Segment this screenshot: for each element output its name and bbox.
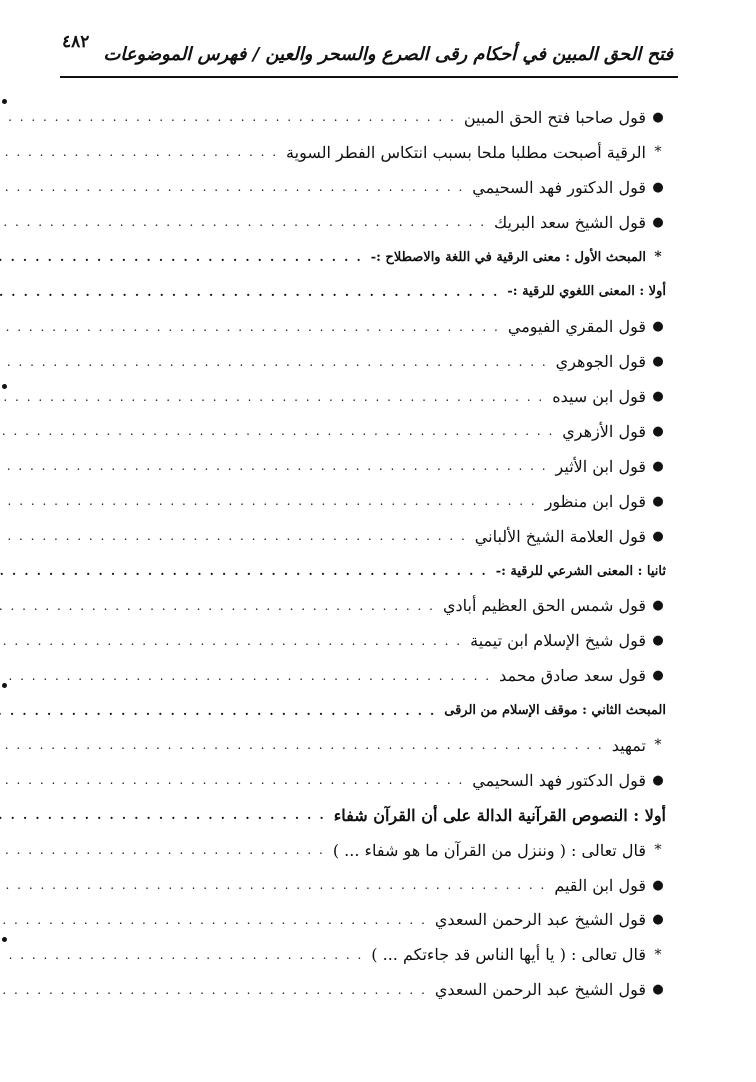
bullet-icon: ● [652,214,664,230]
dot-leader [0,599,435,613]
toc-entry [80,414,668,449]
toc-entry [80,484,668,519]
toc-entry [80,554,668,589]
toc-entry-title: قول الشيخ عبد الرحمن السعدي [434,910,646,930]
toc-entry-title: ثانيا : المعنى الشرعي للرقية :- [495,563,666,579]
bullet-icon: ● [652,109,664,125]
dot-leader [0,704,436,718]
dot-leader [0,215,486,229]
toc-entry-title: قول ابن الأثير [555,456,646,476]
toc-entry [80,170,668,205]
toc-entry-title: قول الجوهري [555,352,646,372]
dot-leader [0,843,325,857]
dot-leader [0,424,554,438]
toc-entry [80,833,668,868]
bullet-icon: ● [652,668,664,684]
star-marker-icon: * [654,737,662,754]
dot-leader [0,355,548,369]
dot-leader [0,948,363,962]
bullet-icon: ● [652,179,664,195]
toc-entry-title: قول ابن سيده [552,387,646,407]
dot-leader [0,669,491,683]
dot-leader [0,634,462,648]
bullet-icon: ● [652,528,664,544]
dot-leader [0,285,499,299]
toc-entry-title: قال تعالى : ( يا أيها الناس قد جاءتكم ... ) [371,945,646,965]
toc-entry [80,763,668,798]
bullet-icon: ● [652,598,664,614]
toc-entry-title: قول الأزهري [562,421,646,441]
dot-leader [0,913,427,927]
dot-leader [0,494,537,508]
toc-entry-title: قول صاحبا فتح الحق المبين [463,107,646,127]
dot-leader [0,250,363,264]
toc-entry-title: المبحث الثاني : موقف الإسلام من الرقى [444,703,666,719]
page-number: ٤٨٢ [62,32,90,52]
margin-mark [2,384,7,389]
toc-entry [80,937,668,972]
dot-leader [0,529,467,543]
bullet-icon: ● [652,319,664,335]
dot-leader [0,564,488,578]
toc-entry-title: قول شيخ الإسلام ابن تيمية [470,631,646,651]
bullet-icon: ● [652,354,664,370]
dot-leader [0,110,456,124]
toc-entry-title: أولا : النصوص القرآنية الدالة على أن القرآن شفاء [333,805,666,825]
toc-entry-title: قول المقري الفيومي [507,317,646,337]
toc-entry [80,868,668,903]
toc-entry [80,588,668,623]
bullet-icon: ● [652,633,664,649]
dot-leader [0,983,427,997]
toc-entry-title: قول ابن منظور [544,491,646,511]
toc-entry-title: قول الشيخ سعد البريك [494,212,646,232]
bullet-icon: ● [652,982,664,998]
toc-entry [80,379,668,414]
dot-leader [0,180,464,194]
dot-leader [0,459,548,473]
margin-mark [2,937,7,942]
toc-entry [80,309,668,344]
toc-entry [80,240,668,275]
toc-entry-title: أولا : المعنى اللغوي للرقية :- [507,284,666,300]
bullet-icon: ● [652,493,664,509]
running-header: فتح الحق المبين في أحكام رقى الصرع والسحر والعين / فهرس الموضوعات [103,44,673,65]
toc-entry [80,519,668,554]
toc-entry-title: قول الدكتور فهد السحيمي [472,770,646,790]
toc-entry-title: قول ابن القيم [554,875,646,895]
toc-entry-title: قول العلامة الشيخ الألباني [474,526,646,546]
toc-entry-title: الرقية أصبحت مطلبا ملحا بسبب انتكاس الفطر السوية [286,142,646,162]
toc-entry [80,972,668,1007]
toc-entry [80,344,668,379]
table-of-contents [80,100,668,1007]
star-marker-icon: * [654,842,662,859]
dot-leader [0,808,326,822]
bullet-icon: ● [652,458,664,474]
toc-entry [80,623,668,658]
bullet-icon: ● [652,877,664,893]
toc-entry [80,728,668,763]
toc-entry [80,449,668,484]
toc-entry [80,100,668,135]
margin-mark [2,99,7,104]
dot-leader [0,390,544,404]
bullet-icon: ● [652,389,664,405]
toc-entry [80,135,668,170]
margin-mark [2,683,7,688]
toc-entry [80,205,668,240]
star-marker-icon: * [654,144,662,161]
toc-entry-title: قول الشيخ عبد الرحمن السعدي [434,980,646,1000]
dot-leader [0,738,604,752]
toc-entry [80,902,668,937]
toc-entry-title: تمهيد [611,735,646,755]
toc-entry [80,658,668,693]
star-marker-icon: * [654,249,662,265]
toc-entry-title: قول الدكتور فهد السحيمي [472,177,646,197]
bullet-icon: ● [652,912,664,928]
toc-entry-title: قول شمس الحق العظيم أبادي [443,596,646,616]
toc-entry [80,693,668,728]
toc-entry-title: المبحث الأول : معنى الرقية في اللغة والاصطلاح :- [370,249,646,265]
dot-leader [0,773,464,787]
header-rule [60,76,678,78]
bullet-icon: ● [652,423,664,439]
star-marker-icon: * [654,946,662,963]
toc-entry [80,274,668,309]
bullet-icon: ● [652,772,664,788]
toc-entry-title: قول سعد صادق محمد [499,666,646,686]
dot-leader [0,320,500,334]
dot-leader [0,878,546,892]
toc-entry-title: قال تعالى : ( وننزل من القرآن ما هو شفاء ... ) [332,840,646,860]
dot-leader [0,145,278,159]
toc-entry [80,798,668,833]
